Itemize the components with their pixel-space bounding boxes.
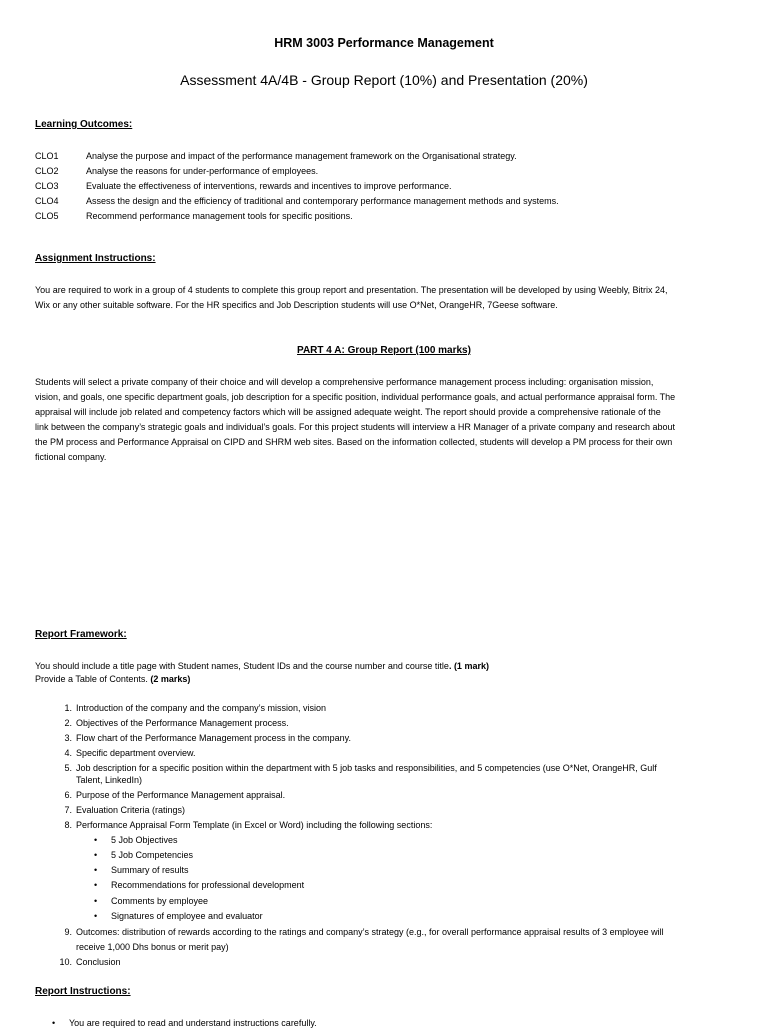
sub-bullet-text: Comments by employee [111,896,209,906]
list-item [64,925,736,940]
list-item [64,746,736,761]
title-page-text: You should include a title page with Student names, Student IDs and the course number and course title [35,661,449,671]
clo-row [35,164,735,179]
bullet-icon: • [94,835,98,845]
list-item-number: 10. [59,957,72,967]
assessment-title: Assessment 4A/4B - Group Report (10%) and Presentation (20%) [180,72,588,88]
clo-code: CLO5 [35,211,59,221]
list-item-number: 3. [64,733,72,743]
toc-text: Provide a Table of Contents. [35,674,151,684]
list-item-text: Purpose of the Performance Management appraisal. [76,790,286,800]
part-a-line: fictional company. [35,452,107,462]
bullet-icon: • [94,865,98,875]
list-item-number: 8. [64,820,72,830]
list-item-number: 4. [64,748,72,758]
list-item-text: Outcomes: distribution of rewards according to the ratings and company’s strategy (e.g., for overall performance appraisal results of 3 employee will [76,927,664,937]
clo-row [35,149,735,164]
list-item-number: 5. [64,763,72,773]
clo-row [35,194,735,209]
list-item-text: Objectives of the Performance Management process. [76,718,289,728]
list-item [64,788,736,803]
part-a-line: the PM process and Performance Appraisal on CIPD and SHRM web sites. Based on the information collected, students will develop a PM process for their own [35,437,673,447]
sub-bullet-text: Summary of results [111,865,189,875]
course-title: HRM 3003 Performance Management [274,36,494,50]
list-item [64,716,736,731]
list-item [59,955,736,970]
list-item-number: 7. [64,805,72,815]
sub-bullet-item [94,894,209,909]
sub-bullet-text: Signatures of employee and evaluator [111,911,263,921]
list-item-text: Flow chart of the Performance Management process in the company. [76,733,351,743]
list-item [64,731,736,746]
bullet-icon: • [94,850,98,860]
assignment-instructions-heading: Assignment Instructions: [35,253,156,264]
clo-code: CLO2 [35,166,59,176]
list-item-number: 2. [64,718,72,728]
report-instruction-text: You are required to read and understand instructions carefully. [69,1018,317,1028]
sub-bullet-item [94,863,189,878]
clo-description: Analyse the purpose and impact of the performance management framework on the Organisational strategy. [86,151,517,161]
list-item [64,701,736,716]
sub-bullet-item [94,909,263,924]
list-item-number: 6. [64,790,72,800]
sub-bullet-text: 5 Job Objectives [111,835,178,845]
list-item-text: receive 1,000 Dhs bonus or merit pay) [76,942,229,952]
clo-code: CLO4 [35,196,59,206]
sub-bullet-item [94,833,178,848]
report-framework-heading: Report Framework: [35,629,127,640]
bullet-icon: • [94,896,98,906]
bullet-icon: • [52,1018,56,1028]
clo-description: Evaluate the effectiveness of interventions, rewards and incentives to improve performance. [86,181,452,191]
list-item-text: Performance Appraisal Form Template (in Excel or Word) including the following sections: [76,820,433,830]
list-item-number: 1. [64,703,72,713]
toc-requirement [35,672,190,687]
assignment-instructions-line: Wix or any other suitable software. For the HR specifics and Job Description students will use O*Net, OrangeHR, 7Geese software. [35,300,558,310]
sub-bullet-text: Recommendations for professional development [111,880,305,890]
list-item-text: Specific department overview. [76,748,196,758]
list-item-continuation [76,773,736,788]
part-a-line: Students will select a private company of their choice and will develop a comprehensive performance management process including: organisation mission, [35,377,654,387]
list-item-text: Talent, LinkedIn) [76,775,143,785]
clo-row [35,179,735,194]
part-a-line: link between the company’s strategic goals and individual’s goals. For this project students will interview a HR Manager of a private company and research about [35,422,676,432]
clo-description: Recommend performance management tools for specific positions. [86,211,353,221]
bullet-icon: • [94,911,98,921]
list-item-text: Conclusion [76,957,121,967]
toc-marks: (2 marks) [150,674,191,684]
list-item [64,818,736,833]
clo-code: CLO3 [35,181,59,191]
part-a-heading: PART 4 A: Group Report (100 marks) [297,345,471,356]
list-item-text: Evaluation Criteria (ratings) [76,805,186,815]
list-item-text: Introduction of the company and the company’s mission, vision [76,703,326,713]
list-item-number: 9. [64,927,72,937]
clo-description: Analyse the reasons for under-performance of employees. [86,166,319,176]
assignment-instructions-line: You are required to work in a group of 4 students to complete this group report and presentation. The presentation will be developed by using Weebly, Bitrix 24, [35,285,668,295]
title-page-marks: . (1 mark) [448,661,489,671]
sub-bullet-item [94,848,194,863]
part-a-line: vision, and goals, one specific department goals, job description for a specific position, individual performance goals, and actual performance appraisal form. The [35,392,676,402]
bullet-icon: • [94,880,98,890]
sub-bullet-text: 5 Job Competencies [111,850,194,860]
part-a-line: appraisal will include job related and competency factors which will be assigned adequate weight. The report should provide a comprehensive rationale of the [35,407,661,417]
list-item [64,803,736,818]
sub-bullet-item [94,878,305,893]
list-item-text: Job description for a specific position within the department with 5 job tasks and responsibilities, and 5 competencies (use O*Net, OrangeHR, Gulf [76,763,657,773]
learning-outcomes-heading: Learning Outcomes: [35,119,133,130]
list-item-continuation [76,940,736,955]
clo-row [35,209,735,224]
clo-description: Assess the design and the efficiency of traditional and contemporary performance management methods and systems. [86,196,559,206]
report-instructions-heading: Report Instructions: [35,986,131,997]
clo-code: CLO1 [35,151,59,161]
